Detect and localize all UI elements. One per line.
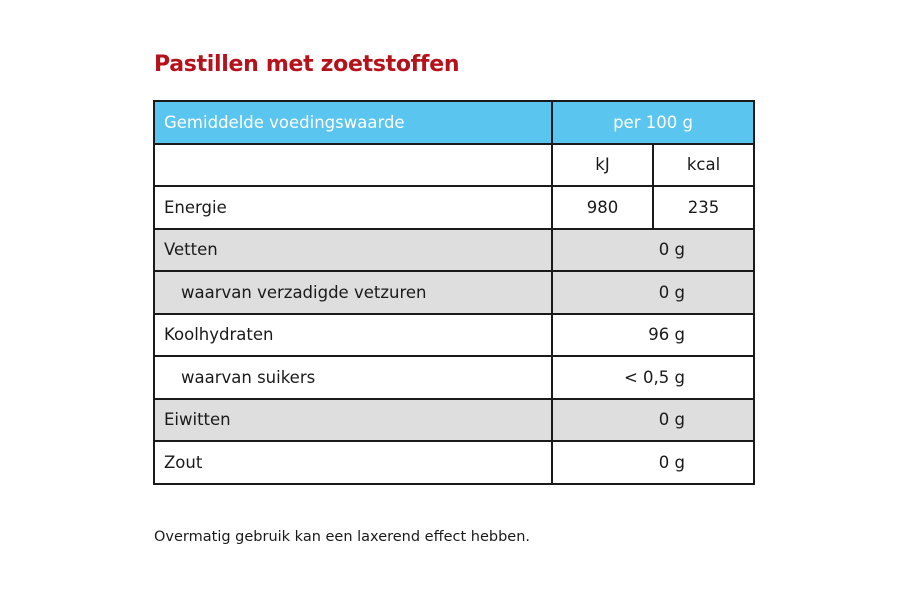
energy-kcal: 235 (653, 186, 754, 229)
salt-row (154, 441, 754, 484)
salt-value: 0 g (552, 441, 754, 484)
header-per-100g: per 100 g (552, 101, 754, 144)
fat-value: 0 g (552, 229, 754, 272)
nutrition-table (153, 100, 755, 485)
units-row (154, 144, 754, 187)
unit-kj: kJ (552, 144, 653, 187)
saturated-fat-value: 0 g (552, 271, 754, 314)
sugars-value: < 0,5 g (552, 356, 754, 399)
saturated-fat-label: waarvan verzadigde vetzuren (154, 271, 552, 314)
table-header-row (154, 101, 754, 144)
carbohydrates-row (154, 314, 754, 357)
header-label: Gemiddelde voedingswaarde (154, 101, 552, 144)
fat-label: Vetten (154, 229, 552, 272)
energy-kj: 980 (552, 186, 653, 229)
energy-row (154, 186, 754, 229)
units-label (154, 144, 552, 187)
protein-label: Eiwitten (154, 399, 552, 442)
carbohydrates-label: Koolhydraten (154, 314, 552, 357)
page-title: Pastillen met zoetstoffen (154, 52, 460, 77)
carbohydrates-value: 96 g (552, 314, 754, 357)
sugars-row (154, 356, 754, 399)
salt-label: Zout (154, 441, 552, 484)
fat-row (154, 229, 754, 272)
energy-label: Energie (154, 186, 552, 229)
protein-value: 0 g (552, 399, 754, 442)
protein-row (154, 399, 754, 442)
sugars-label: waarvan suikers (154, 356, 552, 399)
footnote: Overmatig gebruik kan een laxerend effect hebben. (154, 529, 531, 545)
saturated-fat-row (154, 271, 754, 314)
unit-kcal: kcal (653, 144, 754, 187)
